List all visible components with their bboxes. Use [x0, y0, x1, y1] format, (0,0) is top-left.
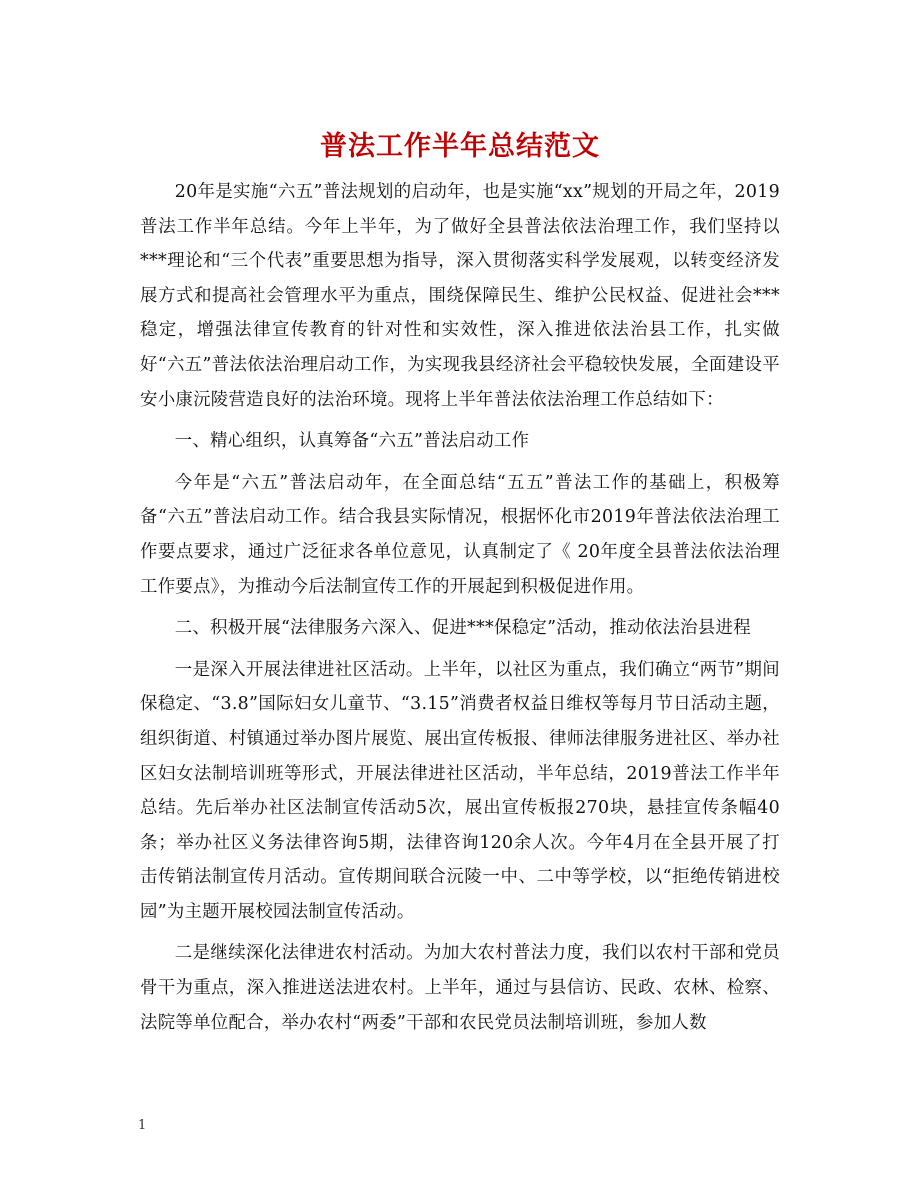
intro-paragraph: 20年是实施“六五”普法规划的启动年，也是实施“xx”规划的开局之年，2019普法工作半年总结。今年上半年，为了做好全县普法依法治理工作，我们坚持以***理论和“三个代表”重要思想为指导，深入贯彻落实科学发展观，以转变经济发展方式和提高社会管理水平为重点，围绕保障民生、维护公民权益、促进社会***稳定，增强法律宣传教育的针对性和实效性，深入推进依法治县工作，扎实做好“六五”普法依法治理启动工作，为实现我县经济社会平稳较快发展，全面建设平安小康沅陵营造良好的法治环境。现将上半年普法依法治理工作总结如下：: [140, 182, 780, 410]
page-title: 普法工作半年总结范文: [320, 131, 600, 162]
document-body: [140, 175, 780, 1047]
section-heading-2: 二、积极开展“法律服务六深入、促进***保稳定”活动，推动依法治县进程: [174, 618, 751, 639]
section-heading-1: 一、精心组织，认真筹备“六五”普法启动工作: [174, 431, 530, 452]
section-2-paragraph-rural: 二是继续深化法律进农村活动。为加大农村普法力度，我们以农村干部和党员骨干为重点，深入推进送法进农村。上半年，通过与县信访、民政、农林、检察、法院等单位配合，举办农村“两委”干部和农民党员法制培训班，参加人数: [140, 943, 780, 1033]
section-2-paragraph-community: 一是深入开展法律进社区活动。上半年，以社区为重点，我们确立“两节”期间保稳定、“3.8”国际妇女儿童节、“3.15”消费者权益日维权等每月节日活动主题，组织街道、村镇通过举办图片展览、展出宣传板报、律师法律服务进社区、举办社区妇女法制培训班等形式，开展法律进社区活动，半年总结，2019普法工作半年总结。先后举办社区法制宣传活动5次，展出宣传板报270块，悬挂宣传条幅40条；举办社区义务法律咨询5期，法律咨询120余人次。今年4月在全县开展了打击传销法制宣传月活动。宣传期间联合沅陵一中、二中等学校，以“拒绝传销进校园”为主题开展校园法制宣传活动。: [140, 659, 780, 922]
section-1-paragraph: 今年是“六五”普法启动年，在全面总结“五五”普法工作的基础上，积极筹备“六五”普法启动工作。结合我县实际情况，根据怀化市2019年普法依法治理工作要点要求，通过广泛征求各单位意见，认真制定了《 20年度全县普法依法治理工作要点》，为推动今后法制宣传工作的开展起到积极促进作用。: [140, 472, 780, 597]
page-number: 1: [138, 1118, 147, 1133]
